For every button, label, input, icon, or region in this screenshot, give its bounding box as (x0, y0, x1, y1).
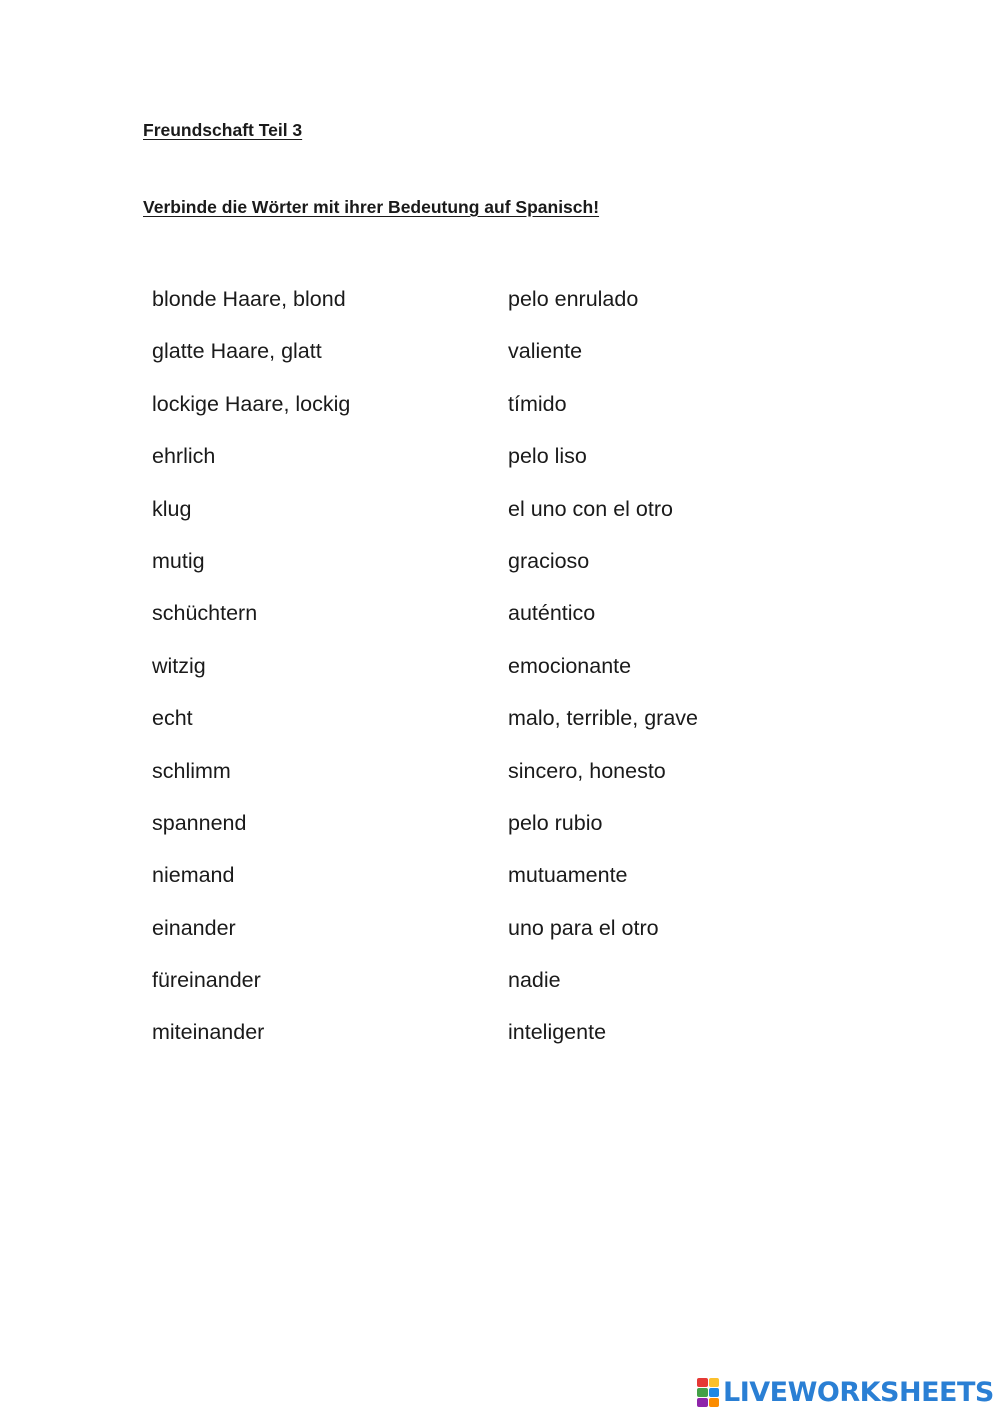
spanish-meaning[interactable]: pelo rubio (508, 810, 603, 835)
german-word[interactable]: witzig (152, 653, 206, 678)
vocabulary-list (0, 283, 1000, 1069)
german-word[interactable]: spannend (152, 810, 247, 835)
german-word[interactable]: füreinander (152, 968, 261, 993)
liveworksheets-logo-icon (697, 1378, 719, 1408)
german-word[interactable]: ehrlich (152, 444, 216, 469)
german-word[interactable]: lockige Haare, lockig (152, 391, 351, 416)
page-title: Freundschaft Teil 3 (143, 120, 303, 140)
vocabulary-row (0, 440, 1000, 492)
german-word[interactable]: glatte Haare, glatt (152, 339, 322, 364)
german-word[interactable]: mutig (152, 548, 205, 573)
german-word[interactable]: klug (152, 496, 192, 521)
vocabulary-row (0, 650, 1000, 702)
german-word[interactable]: miteinander (152, 1020, 265, 1045)
spanish-meaning[interactable]: emocionante (508, 653, 632, 678)
vocabulary-row (0, 702, 1000, 754)
vocabulary-row (0, 283, 1000, 335)
spanish-meaning[interactable]: gracioso (508, 548, 590, 573)
spanish-meaning[interactable]: pelo liso (508, 444, 587, 469)
german-word[interactable]: einander (152, 915, 236, 940)
german-word[interactable]: echt (152, 706, 193, 731)
vocabulary-row (0, 859, 1000, 911)
spanish-meaning[interactable]: sincero, honesto (508, 758, 666, 783)
german-word[interactable]: schüchtern (152, 601, 258, 626)
vocabulary-row (0, 807, 1000, 859)
vocabulary-row (0, 755, 1000, 807)
vocabulary-row (0, 545, 1000, 597)
spanish-meaning[interactable]: mutuamente (508, 863, 628, 888)
vocabulary-row (0, 912, 1000, 964)
german-word[interactable]: blonde Haare, blond (152, 287, 346, 311)
vocabulary-row (0, 1016, 1000, 1068)
german-word[interactable]: schlimm (152, 758, 231, 783)
vocabulary-row (0, 493, 1000, 545)
spanish-meaning[interactable]: uno para el otro (508, 915, 659, 940)
spanish-meaning[interactable]: tímido (508, 391, 567, 416)
spanish-meaning[interactable]: inteligente (508, 1020, 607, 1045)
vocabulary-row (0, 964, 1000, 1016)
brand-name: LIVEWORKSHEETS (723, 1377, 994, 1408)
spanish-meaning[interactable]: nadie (508, 968, 561, 993)
spanish-meaning[interactable]: el uno con el otro (508, 496, 673, 521)
german-word[interactable]: niemand (152, 863, 235, 888)
spanish-meaning[interactable]: auténtico (508, 601, 596, 626)
spanish-meaning[interactable]: pelo enrulado (508, 287, 639, 311)
vocabulary-row (0, 335, 1000, 387)
vocabulary-row (0, 388, 1000, 440)
liveworksheets-logo[interactable] (697, 1377, 994, 1408)
instruction-text: Verbinde die Wörter mit ihrer Bedeutung auf Spanisch! (143, 197, 600, 217)
spanish-meaning[interactable]: valiente (508, 339, 583, 364)
vocabulary-row (0, 597, 1000, 649)
spanish-meaning[interactable]: malo, terrible, grave (508, 706, 698, 731)
